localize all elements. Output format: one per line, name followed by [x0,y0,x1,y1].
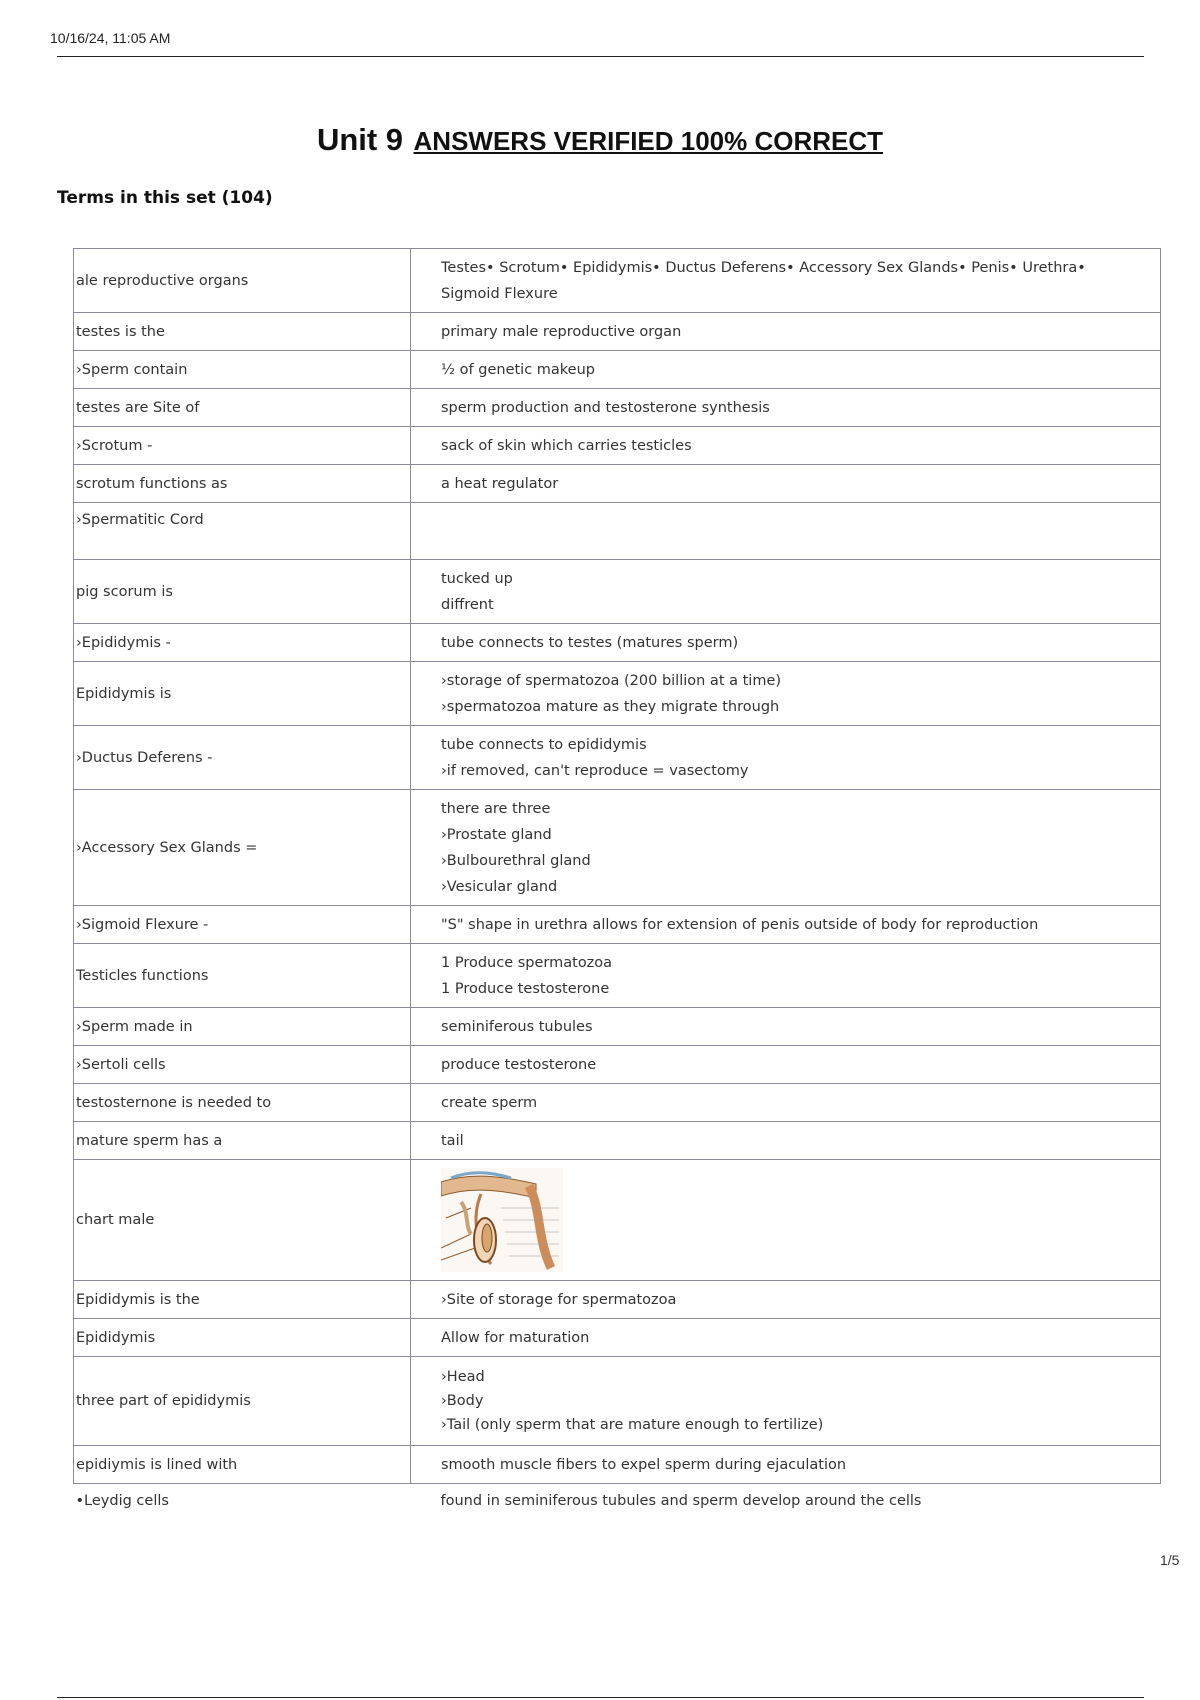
definition-line: ›Site of storage for spermatozoa [441,1291,677,1308]
definition-line: ›spermatozoa mature as they migrate through [441,698,780,715]
definition-line: "S" shape in urethra allows for extension of penis outside of body for reproduction [441,916,1039,933]
definition-cell [411,1046,1161,1084]
definition-line: ›if removed, can't reproduce = vasectomy [441,762,749,779]
table-row [74,662,1161,726]
term-cell: pig scorum is [74,560,411,624]
term-cell: Epididymis [74,1319,411,1357]
definition-cell [411,906,1161,944]
definition-cell [411,1319,1161,1357]
definition-line: Sigmoid Flexure [441,285,558,302]
definition-line: sack of skin which carries testicles [441,437,692,454]
term-cell: three part of epididymis [74,1357,411,1446]
definition-line: a heat regulator [441,475,559,492]
table-row [74,313,1161,351]
anatomy-diagram-image [441,1168,563,1272]
flashcard-table [73,248,1161,1518]
definition-line: ›Tail (only sperm that are mature enough to fertilize) [441,1417,824,1433]
definition-cell [411,1122,1161,1160]
definition-cell [411,1484,1161,1518]
table-row [74,389,1161,427]
definition-cell [411,1160,1161,1281]
print-timestamp: 10/16/24, 11:05 AM [50,30,171,46]
term-cell: testes is the [74,313,411,351]
page-number: 1/5 [1160,1552,1180,1568]
definition-cell [411,503,1161,560]
term-cell: •Leydig cells [75,1492,169,1509]
table-row [74,944,1161,1008]
table-row [74,1357,1161,1446]
definition-cell [411,313,1161,351]
definition-line: ›Prostate gland [441,826,552,843]
definition-line: ›Body [441,1393,484,1409]
definition-cell [411,1008,1161,1046]
definition-line: tail [441,1132,464,1149]
term-cell: epidiymis is lined with [74,1446,411,1484]
definition-cell [411,1281,1161,1319]
term-cell: ›Scrotum - [74,427,411,465]
definition-line: tube connects to epididymis [441,736,647,753]
definition-line: 1 Produce spermatozoa [441,954,613,971]
table-row [74,1008,1161,1046]
table-row [74,560,1161,624]
definition-cell [411,465,1161,503]
title-unit: Unit 9 [316,122,404,157]
table-row [74,790,1161,906]
definition-cell [411,1357,1161,1446]
page-title [0,122,1200,158]
table-row [74,1046,1161,1084]
table-row [74,906,1161,944]
table-row [74,1446,1161,1484]
term-cell: ›Sigmoid Flexure - [74,906,411,944]
term-cell: chart male [74,1160,411,1281]
term-cell: Epididymis is [74,662,411,726]
definition-cell [411,427,1161,465]
definition-line: ›Vesicular gland [441,878,558,895]
footer-divider [57,1697,1144,1698]
definition-line: ›Bulbourethral gland [441,852,591,869]
definition-line: produce testosterone [441,1056,597,1073]
definition-cell [411,726,1161,790]
table-row [74,624,1161,662]
header-divider [57,56,1144,57]
term-cell: ›Sertoli cells [74,1046,411,1084]
definition-line: create sperm [441,1094,538,1111]
definition-line: there are three [441,800,551,817]
definition-line: ›Head [441,1369,485,1385]
table-row [74,726,1161,790]
definition-cell [411,944,1161,1008]
table-row [74,1160,1161,1281]
definition-line: primary male reproductive organ [441,323,682,340]
definition-line: 1 Produce testosterone [441,980,610,997]
table-row [74,503,1161,560]
term-cell: ale reproductive organs [74,249,411,313]
definition-cell [411,624,1161,662]
definition-line: Allow for maturation [441,1329,590,1346]
definition-line: found in seminiferous tubules and sperm develop around the cells [440,1492,922,1509]
term-cell: ›Epididymis - [74,624,411,662]
term-cell: testosternone is needed to [74,1084,411,1122]
term-cell: ›Accessory Sex Glands = [74,790,411,906]
table-row [74,427,1161,465]
definition-cell [411,1084,1161,1122]
definition-line: diffrent [441,596,494,613]
definition-cell [411,1446,1161,1484]
term-cell: ›Sperm contain [74,351,411,389]
definition-cell [411,249,1161,313]
definition-line: tube connects to testes (matures sperm) [441,634,739,651]
table-row [74,249,1161,313]
definition-line: sperm production and testosterone synthesis [441,399,770,416]
definition-line: smooth muscle fibers to expel sperm during ejaculation [441,1456,847,1473]
terms-count-heading: Terms in this set (104) [57,188,273,208]
table-row [74,351,1161,389]
term-cell: ›Sperm made in [74,1008,411,1046]
term-cell: Testicles functions [74,944,411,1008]
definition-line: ½ of genetic makeup [441,361,595,378]
definition-line: Testes• Scrotum• Epididymis• Ductus Deferens• Accessory Sex Glands• Penis• Urethra• [441,259,1086,276]
term-cell: testes are Site of [74,389,411,427]
term-cell: ›Ductus Deferens - [74,726,411,790]
table-row [74,1484,1161,1518]
table-row [74,1084,1161,1122]
table-row [74,1319,1161,1357]
definition-cell [411,560,1161,624]
table-row [74,465,1161,503]
table-row [74,1122,1161,1160]
definition-cell [411,790,1161,906]
term-cell: Epididymis is the [74,1281,411,1319]
definition-cell [411,351,1161,389]
definition-cell [411,662,1161,726]
definition-line: ›storage of spermatozoa (200 billion at a time) [441,672,782,689]
definition-line: seminiferous tubules [441,1018,593,1035]
term-cell: scrotum functions as [74,465,411,503]
title-verified: ANSWERS VERIFIED 100% CORRECT [413,126,884,156]
term-cell: mature sperm has a [74,1122,411,1160]
term-cell: ›Spermatitic Cord [74,503,411,560]
definition-cell [411,389,1161,427]
definition-line: tucked up [441,570,513,587]
table-row [74,1281,1161,1319]
